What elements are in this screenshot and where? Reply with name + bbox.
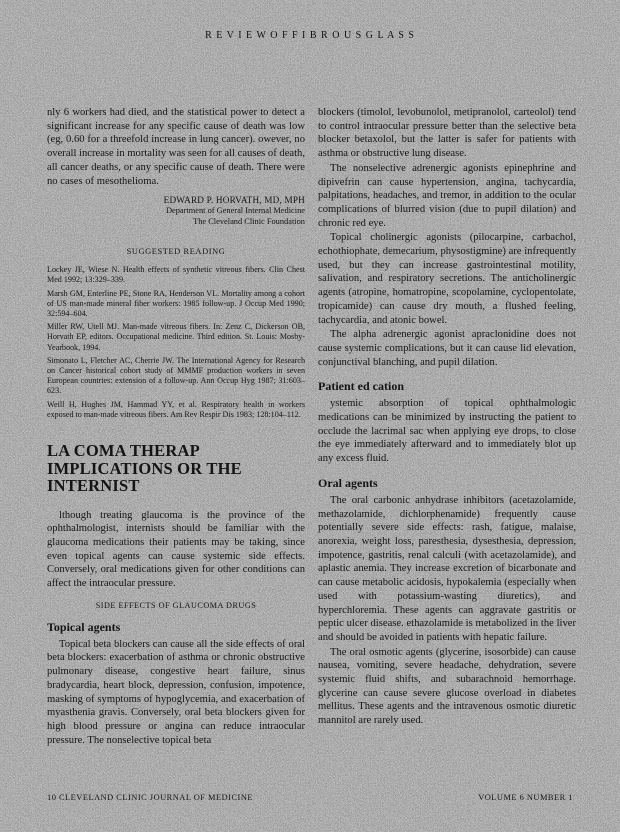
beta-blockers-paragraph: blockers (timolol, levobunolol, metipranolol, carteolol) tend to control intraocular pressure better than the selective beta blocker betaxolol, but the latter is safer for patients with asthma or obstructive lung disease. xyxy=(318,107,576,160)
oral-agents-paragraph-2: The oral osmotic agents (glycerine, isosorbide) can cause nausea, vomiting, severe headache, dehydration, severe systemic fluid shifts, and subarachnoid hemorrhage. glycerine can cause severe glucose overload in diabetes mellitus. These agents and the intravenous osmotic diuretic mannitol are rarely used. xyxy=(318,646,576,727)
article-title xyxy=(47,442,305,495)
intro-paragraph: nly 6 workers had died, and the statistical power to detect a significant increase for any specific cause of death was low (eg, 0.60 for a threefold increase in lung cancer). owever, no overall increase in mortality was seen for all causes of death, all cancer deaths, or any specific cause of death. There were no cases of mesothelioma. xyxy=(47,107,305,187)
article-title-line-1: LA COMA THERAP xyxy=(47,441,200,461)
article-intro: lthough treating glaucoma is the province of the ophthalmologist, internists should be familiar with the glaucoma medications their patients may be taking, since even topical agents can cause systemic side effects. Conversely, oral medications given for other conditions can affect the intraocular pressure. xyxy=(47,509,305,590)
apraclonidine-paragraph: The alpha adrenergic agonist apraclonidine does not cause systemic complications, but it can cause lid elevation, conjunctival blanching, and pupil dilation. xyxy=(318,329,576,368)
article-title-line-2: IMPLICATIONS OR THE INTERNIST xyxy=(47,458,242,496)
reference-item: Weill H, Hughes JM, Hammad YY, et al. Respiratory health in workers exposed to man-made vitreous fibers. Am Rev Respir Dis 1983; 128:104–112. xyxy=(47,399,305,419)
running-head: R E V I E W O F F I B R O U S G L A S S xyxy=(205,30,415,41)
oral-agents-heading: Oral agents xyxy=(318,475,378,490)
topical-agents-heading: Topical agents xyxy=(47,619,121,634)
author-name: EDWARD P. HORVATH, MD, MPH xyxy=(163,195,305,206)
reference-item: Miller RW, Utell MJ. Man-made vitreous fibers. In: Zenz C, Dickerson OB, Horvath EP, editors. Occupational medicine. Third edition. St. Louis: Mosby-Yearbook, 1994. xyxy=(47,322,305,352)
reference-item: Lockey JE, Wiese N. Health effects of synthetic vitreous fibers. Clin Chest Med 1992; 13:329–339. xyxy=(47,265,305,285)
footer-volume: VOLUME 6 NUMBER 1 xyxy=(478,793,573,802)
patient-education-paragraph: ystemic absorption of topical ophthalmologic medications can be minimized by instructing the patient to occlude the lacrimal sac when applying eye drops, to close the eye immediately afterward and to immediately blot up any excess fluid. xyxy=(318,398,576,465)
patient-education-heading: Patient ed cation xyxy=(318,379,404,394)
left-column xyxy=(47,106,305,748)
side-effects-heading: SIDE EFFECTS OF GLAUCOMA DRUGS xyxy=(95,600,257,610)
suggested-reading-heading: SUGGESTED READING xyxy=(126,247,226,257)
reference-list xyxy=(47,265,305,420)
author-affiliation-1: Department of General Internal Medicine xyxy=(165,206,305,216)
author-signature xyxy=(47,194,305,227)
reference-item: Simonato L, Fletcher AC, Cherrie JW. The International Agency for Research on Cancer historical cohort study of MMMF production workers in seven European countries: extension of a follow-up. Ann Occup Hyg 1987; 31:603–623. xyxy=(47,355,305,396)
adrenergic-agonists-paragraph: The nonselective adrenergic agonists epinephrine and dipivefrin can cause hypertension, angina, tachycardia, palpitations, headaches, and tremor, in addition to the ocular complications of blurred vision (due to pupil dilation) and chronic red eye. xyxy=(318,162,576,229)
footer-journal: 10 CLEVELAND CLINIC JOURNAL OF MEDICINE xyxy=(47,793,253,802)
author-affiliation-2: The Cleveland Clinic Foundation xyxy=(193,216,305,226)
oral-agents-paragraph-1: The oral carbonic anhydrase inhibitors (acetazolamide, methazolamide, dichlorphenamide) frequently cause potentially severe side effects: rash, fatigue, malaise, anorexia, weight loss, paresthesia, dysesthesia, depression, impotence, gastritis, renal calculi (with acetazolamide), and aplastic anemia. They increase excretion of bicarbonate and can cause metabolic acidosis, hypokalemia (especially when used with potassium-wasting diuretics), and hyperchloremia. These agents can aggravate gastritis or peptic ulcer disease. ethazolamide is metabolized in the liver and should be avoided in patients with hepatic failure. xyxy=(318,494,576,643)
topical-agents-paragraph: Topical beta blockers can cause all the side effects of oral beta blockers: exacerbation of asthma or chronic obstructive pulmonary disease, congestive heart failure, sinus bradycardia, heart block, depression, confusion, impotence, masking of symptoms of hypoglycemia, and exacerbation of myasthenia gravis. Conversely, oral beta blockers given for high blood pressure or angina can reduce intraocular pressure. The nonselective topical beta xyxy=(47,638,305,746)
cholinergic-agonists-paragraph: Topical cholinergic agonists (pilocarpine, carbachol, echothiophate, demecarium, physostigmine) are infrequently used, but they can increase gastrointestinal motility, salivation, and respiratory secretions. The anticholinergic agents (atropine, homatropine, scopolamine, cyclopentolate, tropicamide) can cause dry mouth, a flushed feeling, tachycardia, and atonic bowel. xyxy=(318,232,576,326)
right-column xyxy=(318,106,576,729)
reference-item: Marsh GM, Enterline PE, Stone RA, Henderson VL. Mortality among a cohort of US man-made mineral fiber workers: 1985 follow-up. J Occup Med 1990; 32:594–604. xyxy=(47,288,305,319)
